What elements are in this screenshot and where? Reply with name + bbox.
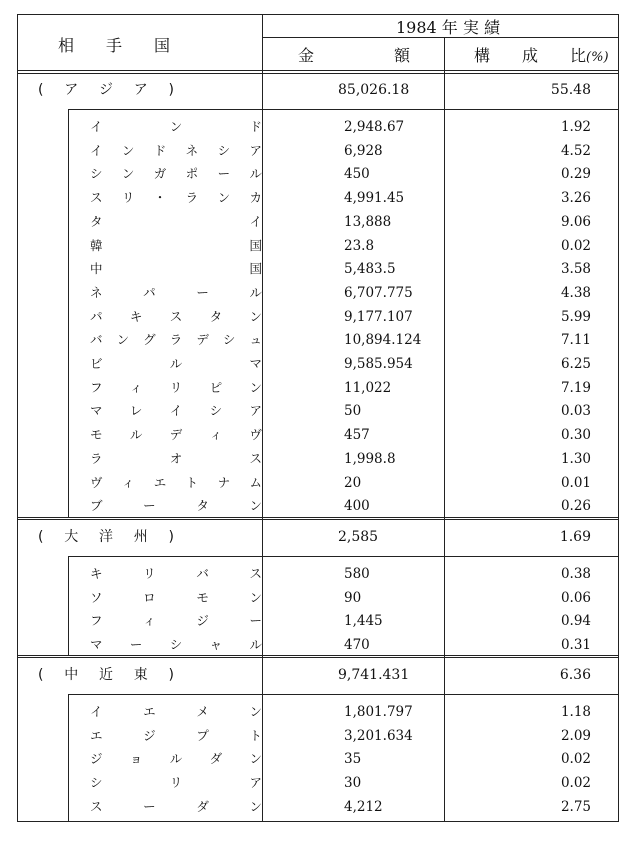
region-separator xyxy=(18,655,618,658)
country-name-char: ン xyxy=(249,798,262,814)
country-ratio: 0.06 xyxy=(560,589,591,606)
country-name-char: モ xyxy=(90,427,103,443)
region-name-char: ジ xyxy=(99,82,113,98)
country-name xyxy=(90,139,262,163)
country-name-char: リ xyxy=(143,566,156,581)
country-name-char: エ xyxy=(143,704,156,719)
table-row xyxy=(18,376,618,400)
country-amount: 4,991.45 xyxy=(344,190,405,207)
region-row xyxy=(18,524,618,550)
country-name-char: ィ xyxy=(209,427,223,443)
region-name-char: 東 xyxy=(133,667,148,683)
country-amount: 6,928 xyxy=(344,142,383,159)
region-name-char: ) xyxy=(168,529,174,545)
country-ratio: 0.94 xyxy=(560,613,591,630)
country-name xyxy=(90,494,262,518)
country-name-char: キ xyxy=(90,566,103,581)
country-name-char: リ xyxy=(169,775,183,791)
region-name-char: ( xyxy=(38,529,44,545)
country-name xyxy=(90,234,262,258)
region-name-char: ( xyxy=(38,667,44,683)
country-amount: 10,894.124 xyxy=(344,332,422,349)
country-name-char: ー xyxy=(143,798,156,814)
country-amount: 13,888 xyxy=(344,213,392,230)
region-name-char: ア xyxy=(133,82,148,98)
country-name-char: シ xyxy=(217,142,231,158)
region-name xyxy=(38,662,174,688)
country-name xyxy=(90,210,262,234)
region-name-char: 中 xyxy=(64,667,79,683)
table-row xyxy=(18,257,618,281)
country-name-char: イ xyxy=(90,142,103,158)
country-name-char: ナ xyxy=(217,474,231,490)
country-name-char: ル xyxy=(249,166,262,182)
country-name-char: ピ xyxy=(209,379,223,395)
region-name-char: ( xyxy=(38,82,44,98)
table-row xyxy=(18,609,618,633)
country-name-char: ヴ xyxy=(249,427,262,443)
country-name-char: ア xyxy=(249,775,262,791)
region-name-char: 近 xyxy=(99,667,113,683)
country-name-char: ロ xyxy=(143,589,156,605)
country-name-char: ネ xyxy=(90,284,103,300)
country-name xyxy=(90,376,262,400)
country-name-char: ビ xyxy=(90,356,103,371)
country-name-char: モ xyxy=(196,589,209,605)
region-subrule xyxy=(68,556,618,557)
region-separator xyxy=(18,517,618,520)
country-ratio: 0.03 xyxy=(560,403,591,420)
region-subrule xyxy=(68,109,618,110)
table-row xyxy=(18,186,618,210)
table-row xyxy=(18,586,618,610)
country-name-char: デ xyxy=(196,332,209,348)
country-name-char: シ xyxy=(209,403,223,419)
region-row xyxy=(18,662,618,688)
country-name-char: デ xyxy=(169,427,183,443)
table-row xyxy=(18,447,618,471)
country-name-char: マ xyxy=(249,356,262,371)
country-name-char: ジ xyxy=(143,727,156,743)
region-name-char: 大 xyxy=(64,529,79,545)
table-row xyxy=(18,724,618,748)
country-ratio: 1.92 xyxy=(560,119,591,135)
country-amount: 450 xyxy=(344,166,370,183)
header-ratio-label: 構 成 比 xyxy=(474,46,587,65)
country-amount: 9,585.954 xyxy=(344,356,413,372)
country-ratio: 7.19 xyxy=(560,379,591,396)
country-name-char: 国 xyxy=(249,261,262,277)
country-name-char: レ xyxy=(129,403,143,419)
country-name-char: シ xyxy=(169,637,183,653)
country-amount: 90 xyxy=(344,589,362,606)
header-bottom-rule xyxy=(18,70,618,74)
country-ratio: 3.26 xyxy=(560,190,591,207)
country-amount: 35 xyxy=(344,751,362,768)
country-name-char: ス xyxy=(249,566,262,581)
country-ratio: 4.38 xyxy=(560,284,591,301)
country-name-char: ラ xyxy=(185,190,199,206)
country-name-char: ヴ xyxy=(90,474,103,490)
region-amount: 2,585 xyxy=(338,529,379,545)
country-ratio: 7.11 xyxy=(560,332,591,349)
country-name-char: ル xyxy=(249,637,262,653)
country-name-char: パ xyxy=(90,308,103,324)
country-name-char: ド xyxy=(249,119,262,134)
country-name-char: ト xyxy=(249,727,262,743)
country-name-char: イ xyxy=(249,213,262,229)
country-name xyxy=(90,257,262,281)
table-row xyxy=(18,399,618,423)
country-name xyxy=(90,186,262,210)
country-name-char: ガ xyxy=(153,166,167,182)
country-amount: 1,801.797 xyxy=(344,704,413,720)
table-row xyxy=(18,328,618,352)
country-ratio: 0.26 xyxy=(560,498,591,515)
country-name xyxy=(90,423,262,447)
country-name xyxy=(90,586,262,610)
country-amount: 4,212 xyxy=(344,798,383,815)
country-name-char: ィ xyxy=(129,379,143,395)
country-name-char: イ xyxy=(90,704,103,719)
aid-table xyxy=(17,14,619,822)
country-name-char: ン xyxy=(217,190,231,206)
country-name-char: リ xyxy=(121,190,135,206)
country-name-char: ア xyxy=(249,403,262,419)
country-ratio: 2.09 xyxy=(560,727,591,744)
country-amount: 1,445 xyxy=(344,613,383,630)
header-year: 1984 年 実 績 xyxy=(396,18,500,37)
country-name xyxy=(90,352,262,376)
country-ratio: 0.02 xyxy=(560,775,591,792)
country-name xyxy=(90,471,262,495)
country-name-char: ン xyxy=(249,751,262,767)
country-amount: 11,022 xyxy=(344,379,392,396)
country-name-char: オ xyxy=(169,450,183,466)
table-row xyxy=(18,633,618,657)
country-name-char: ド xyxy=(153,142,167,158)
country-amount: 457 xyxy=(344,427,370,444)
region-name-char: 洋 xyxy=(99,529,113,545)
country-name xyxy=(90,281,262,305)
country-name-char: プ xyxy=(196,727,209,743)
header-ratio-unit: (%) xyxy=(586,50,609,65)
region-name xyxy=(38,77,174,103)
table-row xyxy=(18,115,618,139)
country-name xyxy=(90,399,262,423)
country-name-char: ル xyxy=(169,751,183,767)
country-name-char: ン xyxy=(249,498,262,514)
country-ratio: 0.30 xyxy=(560,427,591,444)
country-name-char: ン xyxy=(169,119,183,134)
country-name-char: ル xyxy=(169,356,183,371)
country-name-char: ス xyxy=(169,308,183,324)
region-ratio: 6.36 xyxy=(559,667,591,683)
country-name xyxy=(90,328,262,352)
country-name-char: ダ xyxy=(209,751,223,767)
country-name-char: マ xyxy=(90,403,103,419)
country-name-char: ダ xyxy=(196,798,209,814)
country-ratio: 5.99 xyxy=(560,308,591,325)
country-amount: 30 xyxy=(344,775,362,792)
country-name-char: ス xyxy=(90,798,103,814)
region-name xyxy=(38,524,174,550)
country-name-char: バ xyxy=(196,566,209,581)
country-name-char: ラ xyxy=(169,332,183,348)
country-name-char: ャ xyxy=(209,637,223,653)
country-ratio: 0.01 xyxy=(560,474,591,491)
table-row xyxy=(18,210,618,234)
country-name xyxy=(90,633,262,657)
region-amount: 9,741.431 xyxy=(338,667,410,683)
country-name xyxy=(90,162,262,186)
country-name xyxy=(90,305,262,329)
country-name-char: イ xyxy=(169,403,183,419)
country-name-char: タ xyxy=(196,498,209,514)
country-amount: 580 xyxy=(344,566,370,582)
country-name-char: シ xyxy=(90,166,103,182)
country-name-char: ン xyxy=(249,308,262,324)
country-amount: 20 xyxy=(344,474,362,491)
country-name-char: ア xyxy=(249,142,262,158)
country-name-char: 韓 xyxy=(90,237,103,253)
header-ratio xyxy=(474,43,609,66)
country-ratio: 6.25 xyxy=(560,356,591,372)
country-name-char: ソ xyxy=(90,589,103,605)
table-row xyxy=(18,795,618,819)
country-name-char: カ xyxy=(249,190,262,206)
country-name-char: ュ xyxy=(249,332,262,348)
country-name-char: ィ xyxy=(143,613,156,629)
country-name xyxy=(90,562,262,586)
country-amount: 6,707.775 xyxy=(344,284,413,301)
country-name-char: ト xyxy=(185,474,199,490)
country-amount: 9,177.107 xyxy=(344,308,413,325)
country-name-char: ル xyxy=(129,427,143,443)
table-row xyxy=(18,747,618,771)
country-name-char: ラ xyxy=(90,450,103,466)
country-name-char: タ xyxy=(209,308,223,324)
country-name-char: バ xyxy=(90,332,103,348)
country-name-char: メ xyxy=(196,704,209,719)
country-name-char: シ xyxy=(90,775,103,791)
region-name-char: ) xyxy=(168,667,174,683)
region-row xyxy=(18,77,618,103)
country-ratio: 3.58 xyxy=(560,261,591,278)
region-ratio: 55.48 xyxy=(550,82,591,98)
country-name-char: 中 xyxy=(90,261,103,277)
country-name-char: グ xyxy=(143,332,156,348)
region-ratio: 1.69 xyxy=(559,529,591,545)
country-name xyxy=(90,115,262,139)
country-name-char: キ xyxy=(129,308,143,324)
table-row xyxy=(18,700,618,724)
country-ratio: 2.75 xyxy=(560,798,591,815)
table-row xyxy=(18,281,618,305)
table-row xyxy=(18,494,618,518)
country-amount: 470 xyxy=(344,637,370,654)
table-row xyxy=(18,162,618,186)
country-name-char: ジ xyxy=(196,613,209,629)
table-row xyxy=(18,234,618,258)
country-name xyxy=(90,795,262,819)
country-name-char: ョ xyxy=(129,751,143,767)
country-name xyxy=(90,447,262,471)
country-name-char: ス xyxy=(249,450,262,466)
country-name xyxy=(90,609,262,633)
header-country: 相 手 国 xyxy=(58,36,171,55)
country-name-char: ン xyxy=(249,704,262,719)
country-name-char: イ xyxy=(90,119,103,134)
country-name-char: ン xyxy=(249,589,262,605)
country-name-char: ム xyxy=(249,474,262,490)
country-name-char: ブ xyxy=(90,498,103,514)
country-name-char: フ xyxy=(90,613,103,629)
country-name-char: エ xyxy=(153,474,167,490)
country-amount: 50 xyxy=(344,403,362,420)
country-name-char: ス xyxy=(90,190,103,206)
country-name-char: 国 xyxy=(249,237,262,253)
table-row xyxy=(18,771,618,795)
country-name-char: ィ xyxy=(121,474,135,490)
country-name-char: パ xyxy=(143,284,156,300)
country-ratio: 1.18 xyxy=(560,704,591,720)
country-name-char: ポ xyxy=(185,166,199,182)
country-name-char: ー xyxy=(196,284,209,300)
country-amount: 23.8 xyxy=(344,237,375,254)
country-name-char: ・ xyxy=(153,190,167,206)
country-name-char: ン xyxy=(116,332,130,348)
country-name xyxy=(90,747,262,771)
table-row xyxy=(18,471,618,495)
country-name-char: ー xyxy=(249,613,262,629)
country-name-char: タ xyxy=(90,213,103,229)
country-name-char: ン xyxy=(121,166,135,182)
country-name-char: フ xyxy=(90,379,103,395)
country-ratio: 0.29 xyxy=(560,166,591,183)
country-amount: 2,948.67 xyxy=(344,119,405,135)
header-amount: 金 額 xyxy=(298,46,411,65)
country-name-char: リ xyxy=(169,379,183,395)
country-ratio: 1.30 xyxy=(560,450,591,467)
country-name-char: シ xyxy=(222,332,236,348)
country-name-char: エ xyxy=(90,727,103,743)
country-name-char: ン xyxy=(249,379,262,395)
country-name-char: ン xyxy=(121,142,135,158)
country-ratio: 0.38 xyxy=(560,566,591,582)
country-amount: 5,483.5 xyxy=(344,261,396,278)
country-name-char: ジ xyxy=(90,751,103,767)
country-ratio: 4.52 xyxy=(560,142,591,159)
country-name-char: ー xyxy=(217,166,231,182)
country-ratio: 9.06 xyxy=(560,213,591,230)
region-name-char: ) xyxy=(168,82,174,98)
table-row xyxy=(18,352,618,376)
country-name xyxy=(90,771,262,795)
country-name xyxy=(90,724,262,748)
country-name-char: マ xyxy=(90,637,103,653)
country-amount: 400 xyxy=(344,498,370,515)
region-amount: 85,026.18 xyxy=(338,82,410,98)
table-row xyxy=(18,139,618,163)
table-row xyxy=(18,305,618,329)
country-amount: 3,201.634 xyxy=(344,727,413,744)
country-amount: 1,998.8 xyxy=(344,450,396,467)
table-row xyxy=(18,562,618,586)
region-subrule xyxy=(68,694,618,695)
table-row xyxy=(18,423,618,447)
country-name xyxy=(90,700,262,724)
country-ratio: 0.02 xyxy=(560,751,591,768)
country-name-char: ル xyxy=(249,284,262,300)
region-name-char: 州 xyxy=(133,529,148,545)
country-ratio: 0.02 xyxy=(560,237,591,254)
country-ratio: 0.31 xyxy=(560,637,591,654)
country-name-char: ー xyxy=(143,498,156,514)
country-name-char: ー xyxy=(129,637,143,653)
country-name-char: ネ xyxy=(185,142,199,158)
region-name-char: ア xyxy=(64,82,79,98)
